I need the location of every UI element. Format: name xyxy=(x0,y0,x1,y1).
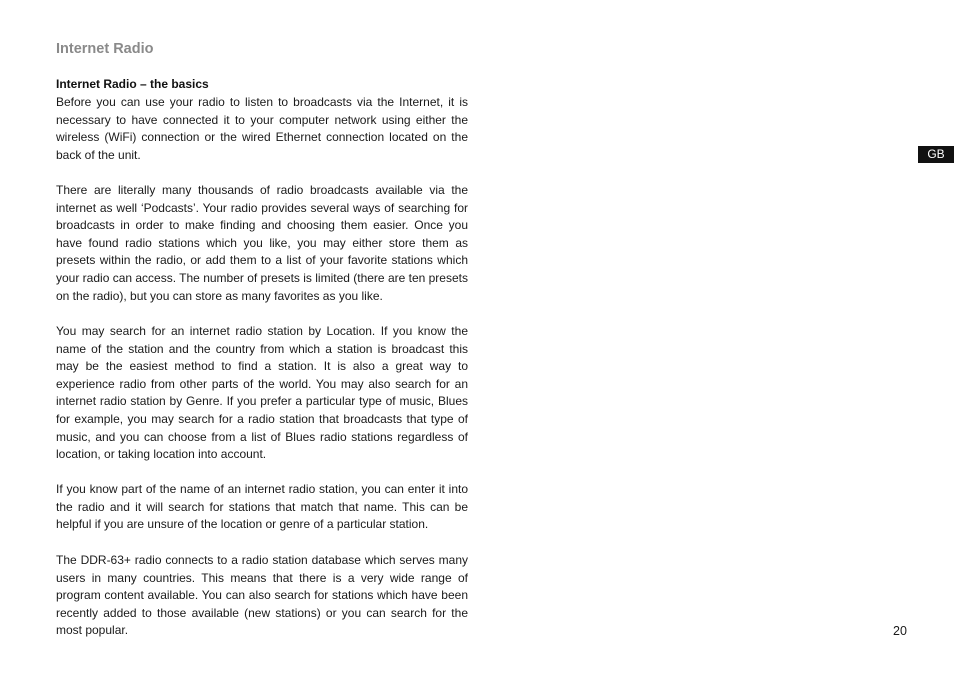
paragraph-network-connection: Before you can use your radio to listen to broadcasts via the Internet, it is necessary to have connected it to your computer network using either the wireless (WiFi) connection or the wired Ethernet connection located on the back of the unit. xyxy=(56,95,468,162)
section-title: Internet Radio xyxy=(56,41,154,57)
page-number: 20 xyxy=(893,624,907,638)
paragraph-station-database: The DDR-63+ radio connects to a radio station database which serves many users in many countries. This means that there is a very wide range of program content available. You can also search for stations which have been recently added to those available (new stations) or you can search for the most popular. xyxy=(56,553,468,638)
paragraph-search-location-genre: You may search for an internet radio station by Location. If you know the name of the station and the country from which a station is broadcast this may be the easiest method to find a station. It is also a great way to experience radio from other parts of the world. You may also search for an internet radio station by Genre. If you prefer a particular type of music, Blues for example, you may search for a radio station that broadcasts that type of music, and you can choose from a list of Blues radio stations regardless of location, or taking location into account. xyxy=(56,324,468,462)
language-tab: GB xyxy=(918,146,954,163)
subheading: Internet Radio – the basics xyxy=(56,77,209,91)
paragraph-broadcasts-presets: There are literally many thousands of radio broadcasts available via the internet as well ‘Podcasts’. Your radio provides several ways of searching for broadcasts in order to make finding and choosing them easier. Once you have found radio stations which you like, you may either store them as presets within the radio, or add them to a list of your favorite stations which your radio can access. The number of presets is limited (there are ten presets on the radio), but you can store as many favorites as you like. xyxy=(56,183,468,303)
paragraph-search-name: If you know part of the name of an internet radio station, you can enter it into the radio and it will search for stations that match that name. This can be helpful if you are unsure of the location or genre of a particular station. xyxy=(56,482,468,532)
